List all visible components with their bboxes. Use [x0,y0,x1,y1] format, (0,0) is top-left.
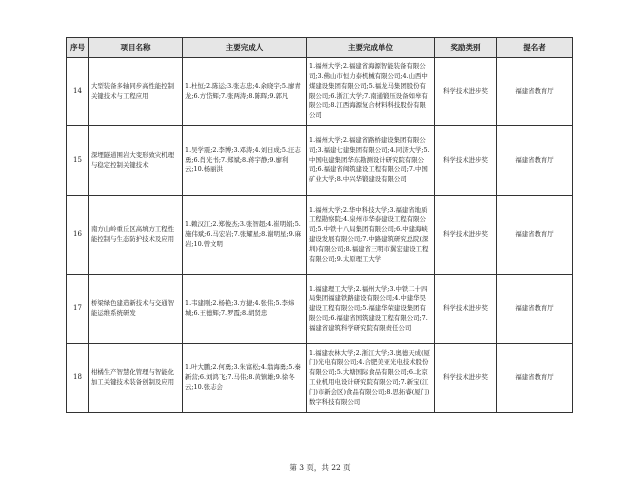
row-serial: 16 [67,196,89,275]
row-units: 1.福州大学;2.福建省路桥建设集团有限公司;3.福建七建集团有限公司;4.同济大学;5.中国电建集团华东勘测设计研究院有限公司;6.福建省闽筑建设工程有限公司;7.中国矿业大学;8.中兴华锻建设有限公司 [307,126,435,196]
header-project-name: 项目名称 [89,38,183,58]
row-project-name: 柑橘生产智慧化管理与智能化加工关键技术装备创制及应用 [89,344,183,413]
table-header-row [67,38,573,58]
row-units: 1.福州大学;2.华中科技大学;3.福建省地质工程勘察院;4.泉州市华泰建设工程有限公司;5.中铁十八局集团有限公司;6.中建海峡建设发展有限公司;7.中路建筑研究总院(深圳)有限公司;8.福建省三明市翼宏建设工程有限公司;9.太原理工大学 [307,196,435,275]
row-nominator: 福建省教育厅 [497,275,573,344]
header-main-units: 主要完成单位 [307,38,435,58]
header-nominator: 提名者 [497,38,573,58]
award-list-page [66,37,572,413]
row-award-category: 科学技术进步奖 [435,58,497,126]
row-award-category: 科学技术进步奖 [435,275,497,344]
page-footer: 第 3 页，共 22 页 [289,463,351,472]
row-serial: 18 [67,344,89,413]
table-row [67,126,573,196]
table-row [67,58,573,126]
row-contributors: 1.叶大鹏;2.何勇;3.朱富松;4.翁海勇;5.秦新营;6.刘鸿飞;7.马伟;8.黄镇雄;9.徐冬云;10.张志会 [183,344,307,413]
row-award-category: 科学技术进步奖 [435,126,497,196]
row-units: 1.福州大学;2.福建省海源智能装备有限公司;3.佛山市恒力泰机械有限公司;4.山西中煤建设集团有限公司;5.福龙马集团股份有限公司;6.浙江大学;7.南通锻压设备如皋有限公司;8.江西海源复合材料科技股份有限公司 [307,58,435,126]
award-table [66,37,573,413]
row-units: 1.福建农林大学;2.浙江大学;3.奥德天成(厦门)光电有限公司;4.合肥美亚光电技术股份有限公司;5.大塘国际食品有限公司;6.北京工业机用电设计研究院有限公司;7.新宝(江门)市新会区)食品有限公司;8.思拓睿(厦门)数字科技有限公司 [307,344,435,413]
table-row [67,344,573,413]
row-award-category: 科学技术进步奖 [435,196,497,275]
table-row [67,275,573,344]
row-serial: 14 [67,58,89,126]
header-award-category: 奖励类别 [435,38,497,58]
row-nominator: 福建省教育厅 [497,126,573,196]
row-project-name: 深埋隧道围岩大变形致灾机理与稳定控制关键技术 [89,126,183,196]
row-project-name: 桥梁绿色建造新技术与交通智能运维系统研发 [89,275,183,344]
row-project-name: 大型装备多轴同步高性能控制关键技术与工程应用 [89,58,183,126]
table-row [67,196,573,275]
row-project-name: 南方山岭重丘区高填方工程性能控制与生态防护技术及应用 [89,196,183,275]
row-nominator: 福建省教育厅 [497,58,573,126]
row-serial: 17 [67,275,89,344]
row-contributors: 1.韦建刚;2.杨艳;3.方捷;4.张伟;5.李炜城;6.王德辉;7.罗霞;8.胡贤忠 [183,275,307,344]
row-award-category: 科学技术进步奖 [435,344,497,413]
row-contributors: 1.吴学震;2.李博;3.邓涛;4.刘日成;5.汪志勇;6.肖光书;7.郑斌;8.蒋宇静;9.廖利云;10.杨丽洪 [183,126,307,196]
row-nominator: 福建省教育厅 [497,344,573,413]
row-contributors: 1.赖汉江;2.郑俊杰;3.张智超;4.崔明娟;5.施伟斌;6.马宏岩;7.张耀星;8.谢明星;9.麻岩;10.曾文明 [183,196,307,275]
row-units: 1.福建理工大学;2.福州大学;3.中铁二十四局集团福建铁路建设有限公司;4.中建华昊建设工程有限公司;5.福建华荣建设集团有限公司;6.福建省国筑建设工程有限公司;7.福建省建筑科学研究院有限责任公司 [307,275,435,344]
row-serial: 15 [67,126,89,196]
header-main-contributors: 主要完成人 [183,38,307,58]
row-nominator: 福建省教育厅 [497,196,573,275]
row-contributors: 1.杜恒;2.陈运;3.张志忠;4.余晓宇;5.廖青龙;6.方岱辉;7.张两涛;8.陈晖;9.郭凡 [183,58,307,126]
header-serial: 序号 [67,38,89,58]
